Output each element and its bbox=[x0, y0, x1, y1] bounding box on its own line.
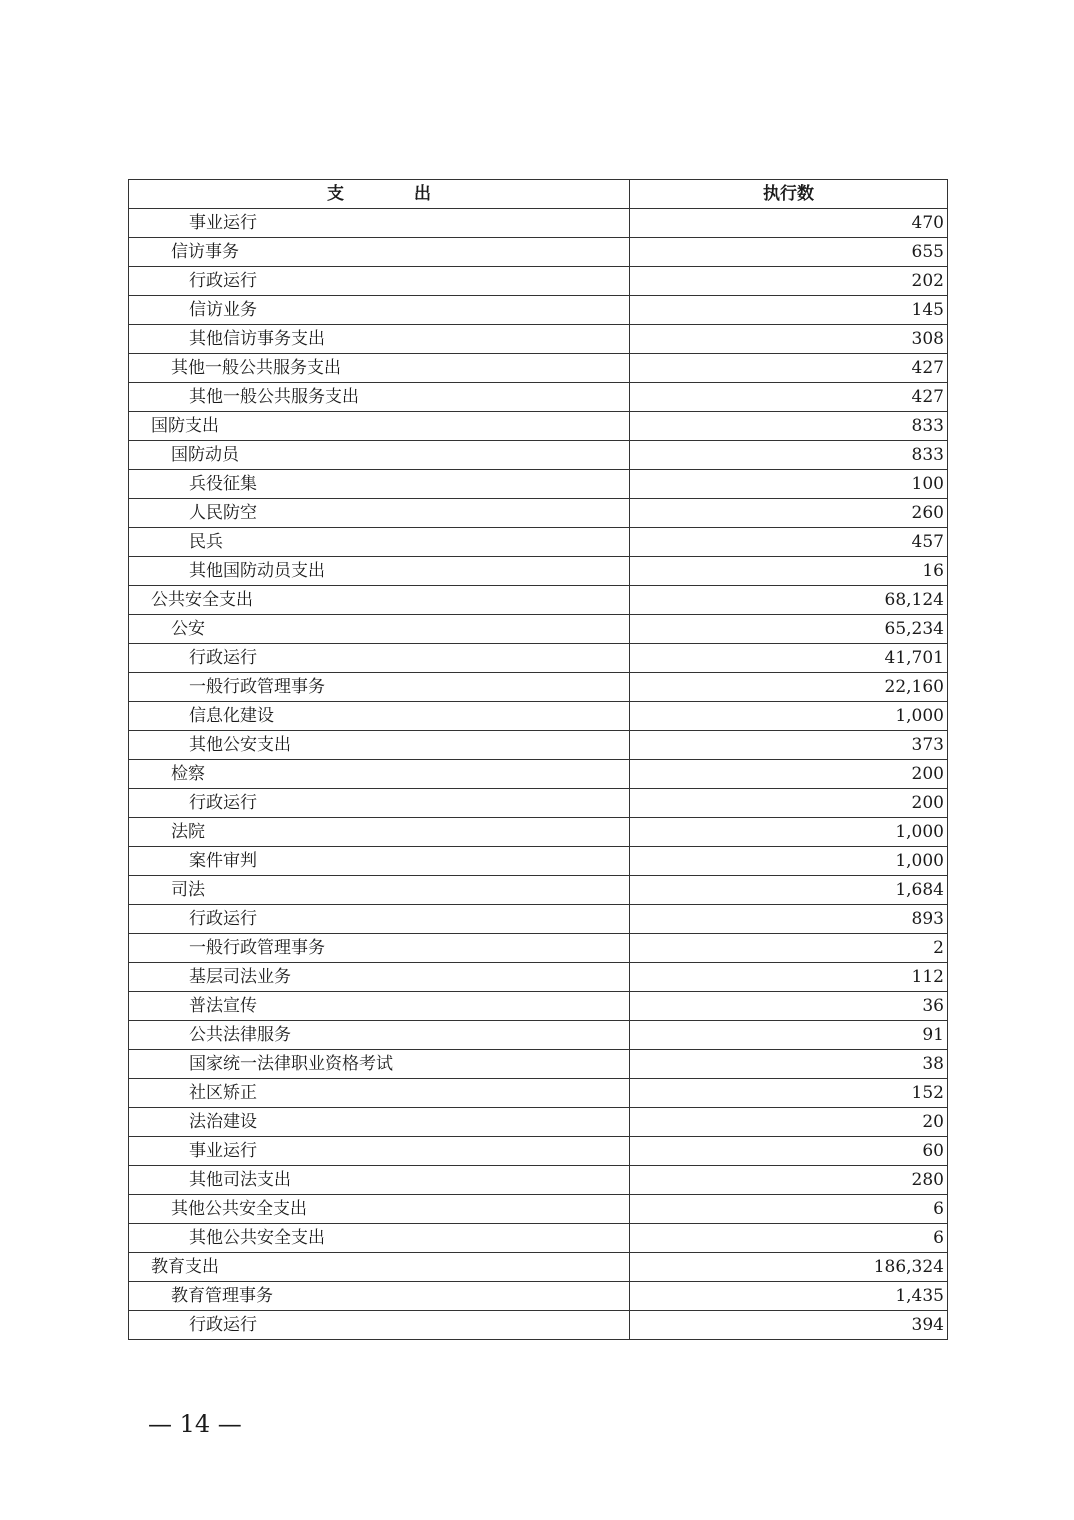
row-item-value: 1,000 bbox=[630, 847, 948, 876]
table-row bbox=[129, 470, 948, 499]
row-item-value: 152 bbox=[630, 1079, 948, 1108]
row-item-value: 200 bbox=[630, 760, 948, 789]
row-item-value: 470 bbox=[630, 209, 948, 238]
row-item-name: 公安 bbox=[129, 615, 630, 644]
table-row bbox=[129, 702, 948, 731]
row-item-name: 国家统一法律职业资格考试 bbox=[129, 1050, 630, 1079]
table-row bbox=[129, 1311, 948, 1340]
row-item-value: 2 bbox=[630, 934, 948, 963]
table-row bbox=[129, 441, 948, 470]
row-item-name: 事业运行 bbox=[129, 209, 630, 238]
row-item-name: 其他一般公共服务支出 bbox=[129, 354, 630, 383]
row-item-name: 一般行政管理事务 bbox=[129, 673, 630, 702]
row-item-value: 6 bbox=[630, 1195, 948, 1224]
table-row bbox=[129, 1224, 948, 1253]
row-item-name: 其他公共安全支出 bbox=[129, 1224, 630, 1253]
row-item-name: 教育支出 bbox=[129, 1253, 630, 1282]
row-item-value: 427 bbox=[630, 354, 948, 383]
row-item-name: 基层司法业务 bbox=[129, 963, 630, 992]
row-item-value: 1,435 bbox=[630, 1282, 948, 1311]
header-executed-amount: 执行数 bbox=[630, 180, 948, 209]
table-row bbox=[129, 644, 948, 673]
row-item-value: 68,124 bbox=[630, 586, 948, 615]
header-expenditure bbox=[129, 180, 630, 209]
table-row bbox=[129, 847, 948, 876]
row-item-value: 260 bbox=[630, 499, 948, 528]
row-item-name: 行政运行 bbox=[129, 905, 630, 934]
row-item-name: 信访业务 bbox=[129, 296, 630, 325]
table-row bbox=[129, 905, 948, 934]
row-item-value: 427 bbox=[630, 383, 948, 412]
table-row bbox=[129, 1137, 948, 1166]
row-item-name: 案件审判 bbox=[129, 847, 630, 876]
expenditure-table bbox=[128, 179, 948, 1340]
table-row bbox=[129, 1108, 948, 1137]
row-item-name: 普法宣传 bbox=[129, 992, 630, 1021]
row-item-value: 145 bbox=[630, 296, 948, 325]
row-item-value: 893 bbox=[630, 905, 948, 934]
row-item-value: 457 bbox=[630, 528, 948, 557]
row-item-value: 38 bbox=[630, 1050, 948, 1079]
table-row bbox=[129, 528, 948, 557]
row-item-name: 人民防空 bbox=[129, 499, 630, 528]
table-row bbox=[129, 412, 948, 441]
table-row bbox=[129, 238, 948, 267]
table-row bbox=[129, 383, 948, 412]
table-row bbox=[129, 325, 948, 354]
row-item-value: 202 bbox=[630, 267, 948, 296]
table-row bbox=[129, 1166, 948, 1195]
row-item-name: 其他国防动员支出 bbox=[129, 557, 630, 586]
table-row bbox=[129, 992, 948, 1021]
row-item-value: 308 bbox=[630, 325, 948, 354]
header-expenditure-char-2: 出 bbox=[414, 184, 431, 204]
row-item-value: 1,684 bbox=[630, 876, 948, 905]
row-item-value: 41,701 bbox=[630, 644, 948, 673]
row-item-name: 法院 bbox=[129, 818, 630, 847]
table-row bbox=[129, 209, 948, 238]
row-item-value: 60 bbox=[630, 1137, 948, 1166]
row-item-name: 其他司法支出 bbox=[129, 1166, 630, 1195]
row-item-value: 20 bbox=[630, 1108, 948, 1137]
row-item-name: 检察 bbox=[129, 760, 630, 789]
row-item-value: 1,000 bbox=[630, 818, 948, 847]
row-item-name: 一般行政管理事务 bbox=[129, 934, 630, 963]
row-item-value: 22,160 bbox=[630, 673, 948, 702]
row-item-name: 其他信访事务支出 bbox=[129, 325, 630, 354]
table-row bbox=[129, 557, 948, 586]
table-body bbox=[129, 209, 948, 1340]
page-number: — 14 — bbox=[148, 1410, 242, 1438]
row-item-value: 6 bbox=[630, 1224, 948, 1253]
table-row bbox=[129, 586, 948, 615]
row-item-name: 兵役征集 bbox=[129, 470, 630, 499]
table-row bbox=[129, 296, 948, 325]
row-item-value: 280 bbox=[630, 1166, 948, 1195]
row-item-name: 国防动员 bbox=[129, 441, 630, 470]
row-item-value: 394 bbox=[630, 1311, 948, 1340]
table-row bbox=[129, 1282, 948, 1311]
row-item-name: 教育管理事务 bbox=[129, 1282, 630, 1311]
table-row bbox=[129, 963, 948, 992]
row-item-name: 行政运行 bbox=[129, 267, 630, 296]
table-row bbox=[129, 1195, 948, 1224]
row-item-value: 833 bbox=[630, 412, 948, 441]
row-item-name: 行政运行 bbox=[129, 1311, 630, 1340]
row-item-name: 民兵 bbox=[129, 528, 630, 557]
row-item-value: 91 bbox=[630, 1021, 948, 1050]
table-row bbox=[129, 789, 948, 818]
row-item-name: 信息化建设 bbox=[129, 702, 630, 731]
row-item-value: 65,234 bbox=[630, 615, 948, 644]
row-item-name: 信访事务 bbox=[129, 238, 630, 267]
row-item-value: 373 bbox=[630, 731, 948, 760]
table-row bbox=[129, 499, 948, 528]
row-item-value: 16 bbox=[630, 557, 948, 586]
row-item-value: 36 bbox=[630, 992, 948, 1021]
table-row bbox=[129, 615, 948, 644]
row-item-name: 行政运行 bbox=[129, 644, 630, 673]
table-row bbox=[129, 731, 948, 760]
table-row bbox=[129, 934, 948, 963]
row-item-name: 法治建设 bbox=[129, 1108, 630, 1137]
table-row bbox=[129, 1079, 948, 1108]
table-row bbox=[129, 1253, 948, 1282]
table-row bbox=[129, 1021, 948, 1050]
row-item-name: 行政运行 bbox=[129, 789, 630, 818]
table-row bbox=[129, 354, 948, 383]
row-item-name: 事业运行 bbox=[129, 1137, 630, 1166]
row-item-name: 其他公共安全支出 bbox=[129, 1195, 630, 1224]
header-expenditure-char-1: 支 bbox=[327, 184, 344, 204]
row-item-value: 655 bbox=[630, 238, 948, 267]
row-item-value: 100 bbox=[630, 470, 948, 499]
table-header-row bbox=[129, 180, 948, 209]
row-item-name: 公共安全支出 bbox=[129, 586, 630, 615]
table-row bbox=[129, 818, 948, 847]
row-item-name: 社区矫正 bbox=[129, 1079, 630, 1108]
table-row bbox=[129, 267, 948, 296]
table-row bbox=[129, 876, 948, 905]
row-item-name: 国防支出 bbox=[129, 412, 630, 441]
table-row bbox=[129, 673, 948, 702]
row-item-value: 186,324 bbox=[630, 1253, 948, 1282]
row-item-value: 200 bbox=[630, 789, 948, 818]
row-item-value: 1,000 bbox=[630, 702, 948, 731]
row-item-name: 其他一般公共服务支出 bbox=[129, 383, 630, 412]
table-row bbox=[129, 760, 948, 789]
row-item-name: 其他公安支出 bbox=[129, 731, 630, 760]
row-item-value: 833 bbox=[630, 441, 948, 470]
table-row bbox=[129, 1050, 948, 1079]
row-item-name: 公共法律服务 bbox=[129, 1021, 630, 1050]
row-item-value: 112 bbox=[630, 963, 948, 992]
row-item-name: 司法 bbox=[129, 876, 630, 905]
